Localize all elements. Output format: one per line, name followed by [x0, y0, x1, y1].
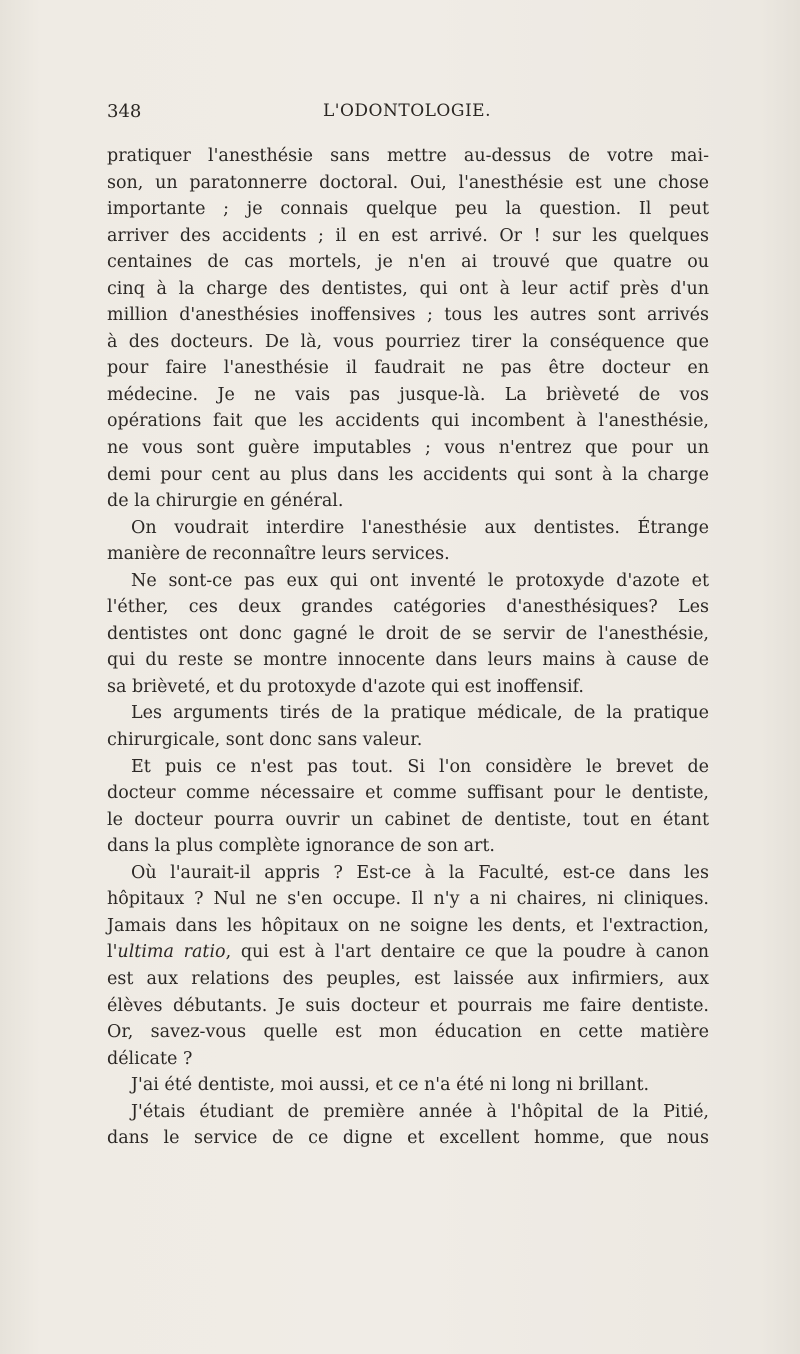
text-line-italic: l'ultima ratio, qui est à l'art dentaire ce que la poudre à canon [107, 942, 709, 963]
text-line: opérations fait que les accidents qui incombent à l'anesthésie, [107, 411, 709, 432]
text-line: Et puis ce n'est pas tout. Si l'on considère le brevet de [131, 756, 709, 777]
text-line: hôpitaux ? Nul ne s'en occupe. Il n'y a ni chaires, ni cliniques. [107, 889, 709, 910]
text-line: qui du reste se montre innocente dans leurs mains à cause de [107, 650, 709, 671]
text-line: à des docteurs. De là, vous pourriez tirer la conséquence que [107, 331, 709, 352]
text-line: J'ai été dentiste, moi aussi, et ce n'a été ni long ni brillant. [131, 1075, 650, 1096]
text-line: élèves débutants. Je suis docteur et pourrais me faire dentiste. [107, 995, 709, 1016]
text-line: ne vous sont guère imputables ; vous n'entrez que pour un [107, 438, 709, 459]
text-line: le docteur pourra ouvrir un cabinet de dentiste, tout en étant [107, 809, 709, 830]
text-line: arriver des accidents ; il en est arrivé. Or ! sur les quelques [107, 225, 709, 246]
text-line: dentistes ont donc gagné le droit de se servir de l'anesthésie, [107, 623, 709, 644]
text-line: l'éther, ces deux grandes catégories d'anesthésiques? Les [107, 597, 709, 618]
text-line: pratiquer l'anesthésie sans mettre au-dessus de votre mai- [107, 146, 709, 166]
text-line: J'étais étudiant de première année à l'hôpital de la Pitié, [131, 1101, 709, 1122]
text-line: médecine. Je ne vais pas jusque-là. La brièveté de vos [107, 384, 709, 405]
text-line: manière de reconnaître leurs services. [107, 544, 450, 565]
text-line: délicate ? [107, 1048, 193, 1069]
text-line: sa brièveté, et du protoxyde d'azote qui est inoffensif. [107, 676, 584, 697]
text-line: dans la plus complète ignorance de son art. [107, 836, 495, 857]
text-line: chirurgicale, sont donc sans valeur. [107, 730, 423, 751]
text-line: docteur comme nécessaire et comme suffisant pour le dentiste, [107, 783, 709, 804]
text-line: importante ; je connais quelque peu la question. Il peut [107, 199, 709, 220]
text-line: est aux relations des peuples, est laissée aux infirmiers, aux [107, 968, 709, 989]
text-line: pour faire l'anesthésie il faudrait ne pas être docteur en [107, 358, 709, 379]
text-line: million d'anesthésies inoffensives ; tous les autres sont arrivés [107, 305, 709, 326]
text-line: dans le service de ce digne et excellent homme, que nous [107, 1128, 709, 1149]
italic-phrase: ultima ratio [117, 942, 226, 963]
page-header [107, 101, 707, 127]
text-line: cinq à la charge des dentistes, qui ont à leur actif près d'un [107, 278, 709, 299]
text-line: centaines de cas mortels, je n'en ai trouvé que quatre ou [107, 252, 709, 273]
body-text [107, 143, 709, 1152]
page-number: 348 [107, 101, 142, 122]
text-line: Or, savez-vous quelle est mon éducation en cette matière [107, 1022, 709, 1043]
text-line: Jamais dans les hôpitaux on ne soigne les dents, et l'extraction, [107, 915, 709, 936]
text-line: On voudrait interdire l'anesthésie aux dentistes. Étrange [131, 517, 709, 538]
text-line: son, un paratonnerre doctoral. Oui, l'anesthésie est une chose [107, 172, 709, 193]
text-line: Où l'aurait-il appris ? Est-ce à la Faculté, est-ce dans les [131, 862, 709, 883]
text-line: Les arguments tirés de la pratique médicale, de la pratique [131, 703, 709, 724]
running-title: L'ODONTOLOGIE. [323, 101, 491, 121]
text-line: de la chirurgie en général. [107, 491, 344, 512]
text-line: Ne sont-ce pas eux qui ont inventé le protoxyde d'azote et [131, 570, 709, 591]
text-line: demi pour cent au plus dans les accidents qui sont à la charge [107, 464, 709, 485]
